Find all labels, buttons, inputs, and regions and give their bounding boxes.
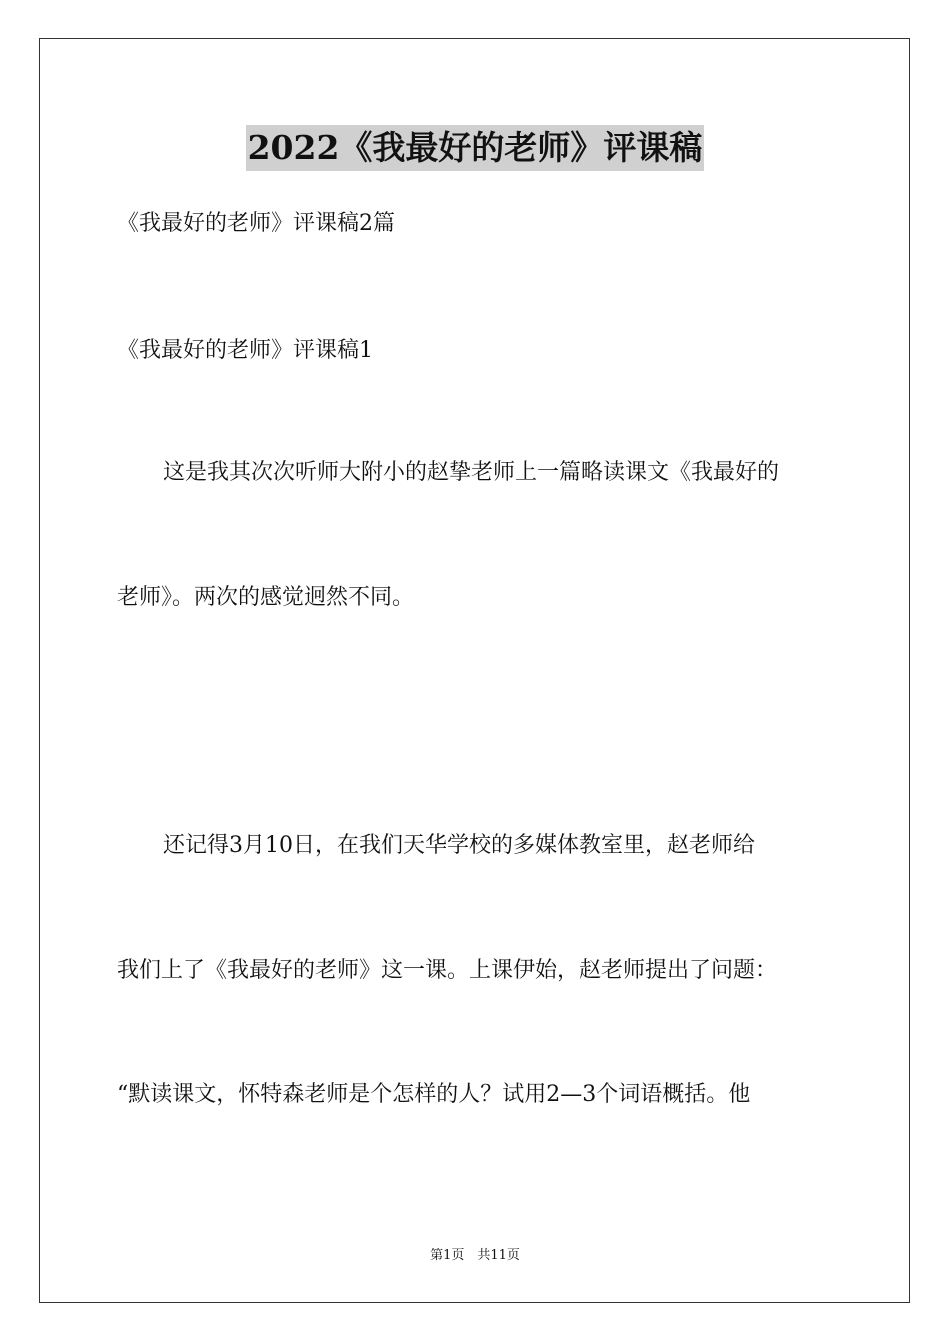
paragraph-line-3: 还记得3月10日，在我们天华学校的多媒体教室里，赵老师给 — [163, 833, 755, 858]
document-subtitle: 《我最好的老师》评课稿2篇 — [117, 211, 395, 236]
title-container — [0, 125, 950, 171]
page-number-footer: 第1页 共11页 — [430, 1248, 520, 1263]
paragraph-line-5: “默读课文，怀特森老师是个怎样的人？试用2—3个词语概括。他 — [117, 1082, 751, 1107]
paragraph-line-1: 这是我其次次听师大附小的赵挚老师上一篇略读课文《我最好的 — [163, 460, 780, 485]
paragraph-line-4: 我们上了《我最好的老师》这一课。上课伊始，赵老师提出了问题： — [117, 958, 778, 983]
document-title: 2022《我最好的老师》评课稿 — [246, 125, 705, 171]
section-heading: 《我最好的老师》评课稿1 — [117, 338, 373, 363]
paragraph-line-2: 老师》。两次的感觉迥然不同。 — [117, 585, 415, 610]
